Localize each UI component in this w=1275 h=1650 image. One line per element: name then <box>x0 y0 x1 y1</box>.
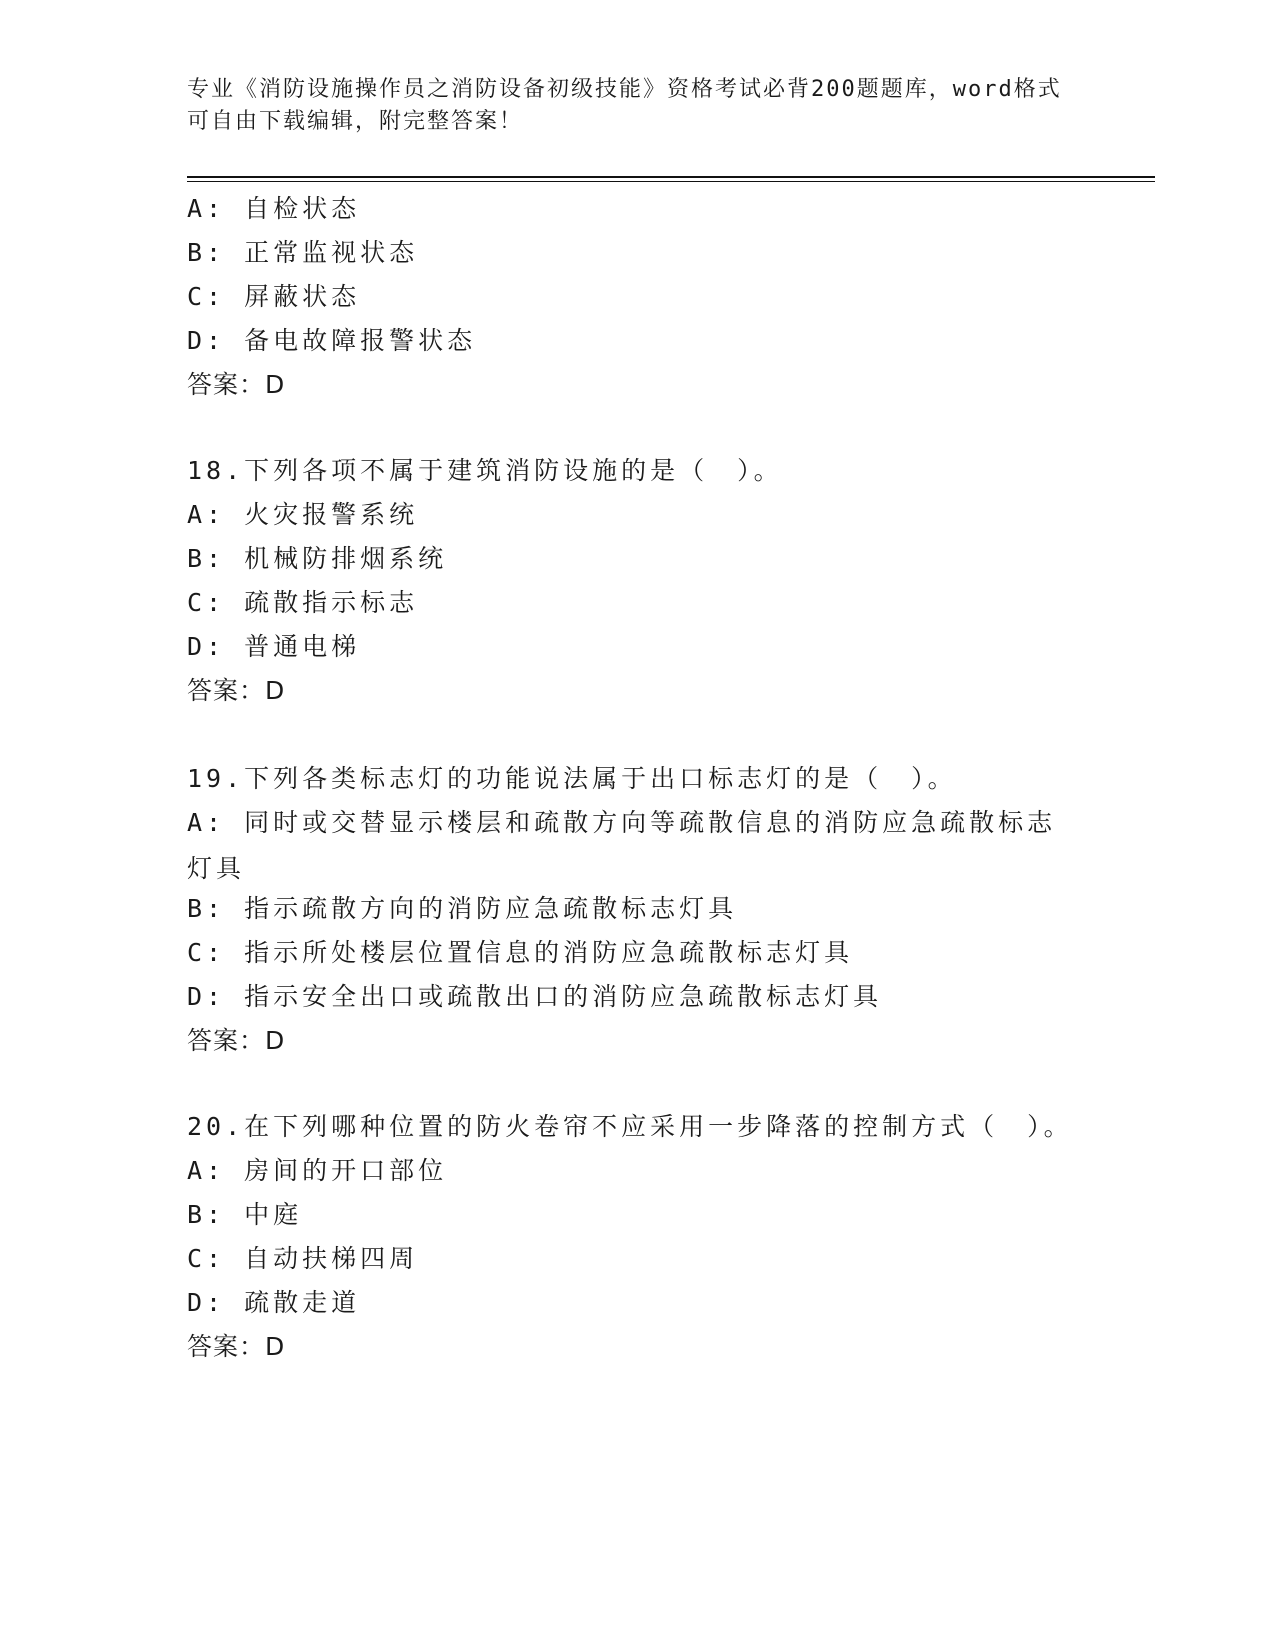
prev-answer: 答案：D <box>187 370 286 399</box>
question-18-option-b: B: 机械防排烟系统 <box>187 544 448 573</box>
prev-option-d: D: 备电故障报警状态 <box>187 326 477 355</box>
document-header: 专业《消防设施操作员之消防设备初级技能》资格考试必背200题题库，word格式可自由下载编辑，附完整答案！ <box>187 77 1062 134</box>
question-18-option-a: A: 火灾报警系统 <box>187 500 419 529</box>
prev-option-c: C: 屏蔽状态 <box>187 282 361 311</box>
question-18-option-c: C: 疏散指示标志 <box>187 588 419 617</box>
question-18-stem: 18.下列各项不属于建筑消防设施的是（ ）。 <box>187 456 783 485</box>
question-20-option-a: A: 房间的开口部位 <box>187 1156 448 1185</box>
question-19-option-b: B: 指示疏散方向的消防应急疏散标志灯具 <box>187 894 738 923</box>
prev-option-b: B: 正常监视状态 <box>187 238 419 267</box>
question-20-option-c: C: 自动扶梯四周 <box>187 1244 419 1273</box>
question-20-answer: 答案：D <box>187 1332 286 1361</box>
question-20-option-b: B: 中庭 <box>187 1200 303 1229</box>
question-19-option-c: C: 指示所处楼层位置信息的消防应急疏散标志灯具 <box>187 938 854 967</box>
question-18-option-d: D: 普通电梯 <box>187 632 361 661</box>
prev-option-a: A: 自检状态 <box>187 194 361 223</box>
question-18-answer: 答案：D <box>187 676 286 705</box>
question-20-stem: 20.在下列哪种位置的防火卷帘不应采用一步降落的控制方式（ ）。 <box>187 1112 1073 1141</box>
question-19-answer: 答案：D <box>187 1026 286 1055</box>
header-divider-thin <box>187 181 1155 182</box>
question-19-option-a: A: 同时或交替显示楼层和疏散方向等疏散信息的消防应急疏散标志灯具 <box>187 808 1057 883</box>
header-divider <box>187 176 1155 178</box>
question-20-option-d: D: 疏散走道 <box>187 1288 361 1317</box>
question-19-option-d: D: 指示安全出口或疏散出口的消防应急疏散标志灯具 <box>187 982 883 1011</box>
question-19-stem: 19.下列各类标志灯的功能说法属于出口标志灯的是（ ）。 <box>187 764 957 793</box>
